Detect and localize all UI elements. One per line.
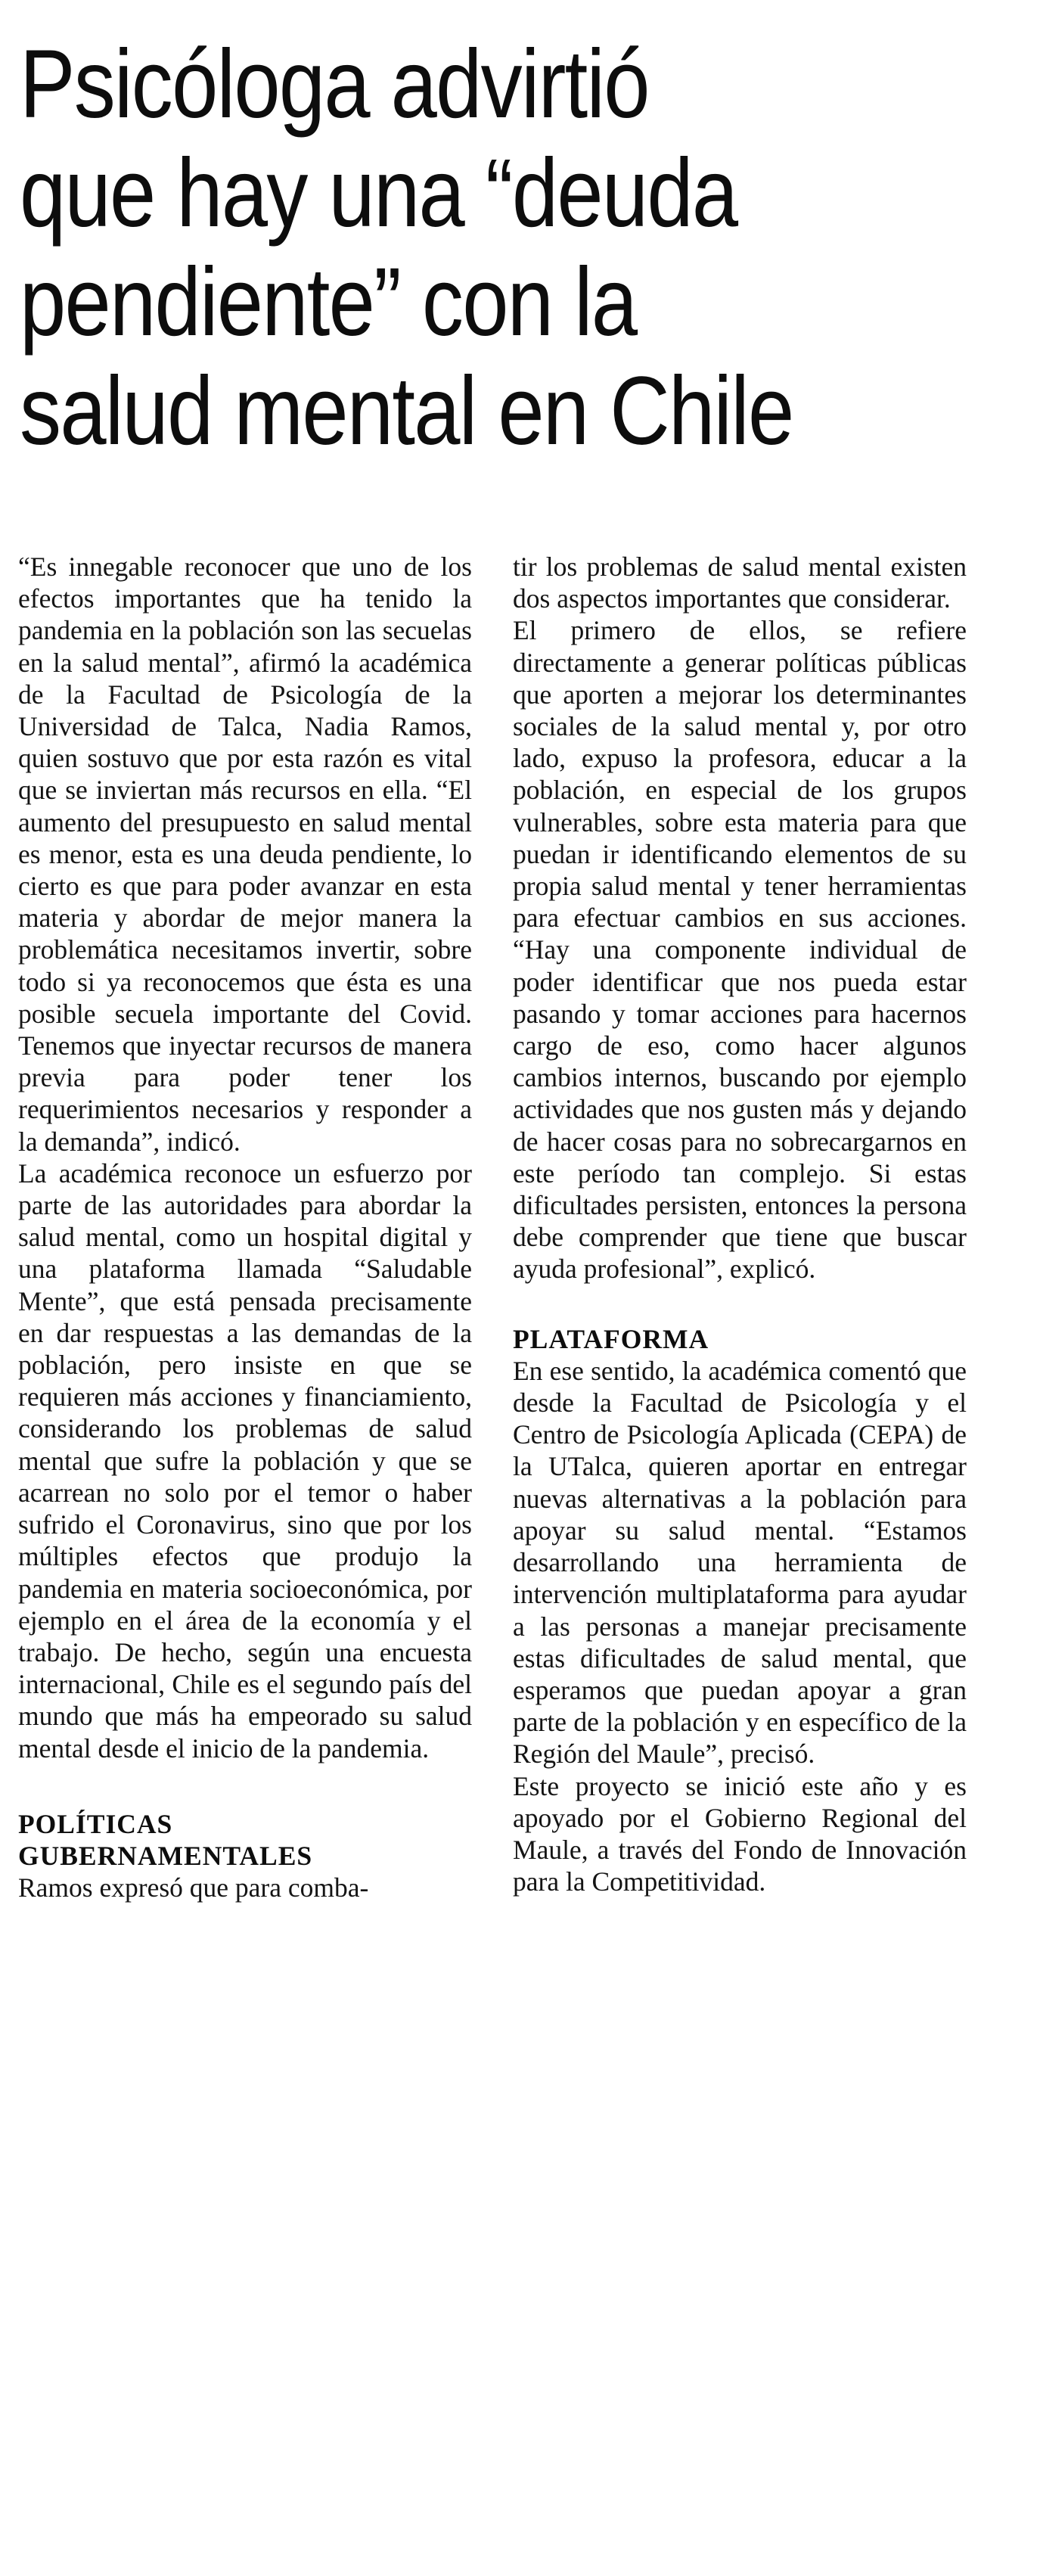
headline (20, 30, 878, 466)
headline-line: salud mental en Chile (20, 357, 793, 465)
body-paragraph: “Es innegable reconocer que uno de los efectos importantes que ha tenido la pandemia en la población son las secuelas en la salud mental”, afirmó la académica de la Facultad de Psicología de la Universidad de Talca, Nadia Ramos, quien sostuvo que por esta razón es vital que se inviertan más recursos en ella. “El aumento del presupuesto en salud mental es menor, esta es una deuda pendiente, lo cierto es que para poder avanzar en esta materia y abordar de mejor manera la problemática necesitamos invertir, sobre todo si ya reconocemos que ésta es una posible secuela importante del Covid. Tenemos que inyectar recursos de manera previa para poder tener los requerimientos necesarios y responder a la demanda”, indicó. (18, 552, 472, 1157)
headline-line: pendiente” con la (20, 248, 637, 356)
left-column (18, 551, 472, 1903)
body-paragraph: Ramos expresó que para comba- (18, 1872, 369, 1903)
body-paragraph: Este proyecto se inició este año y es apoyado por el Gobierno Regional del Maule, a través del Fondo de Innovación para la Competitividad. (513, 1770, 967, 1897)
headline-line: que hay una “deuda (20, 139, 737, 247)
body-paragraph: La académica reconoce un esfuerzo por parte de las autoridades para abordar la salud mental, como un hospital digital y una plataforma llamada “Saludable Mente”, que está pensada precisamente en dar respuestas a las demandas de la población, pero insiste en que se requieren más acciones y financiamiento, considerando los problemas de salud mental que sufre la población y que se acarrean no solo por el temor o haber sufrido el Coronavirus, sino que por los múltiples efectos que produjo la pandemia en materia socioeconómica, por ejemplo en el área de la economía y el trabajo. De hecho, según una encuesta internacional, Chile es el segundo país del mundo que más ha empeorado su salud mental desde el inicio de la pandemia. (18, 1157, 472, 1763)
subhead-line: POLÍTICAS (18, 1808, 173, 1839)
section-subhead-politicas (18, 1808, 472, 1872)
right-column (513, 551, 967, 1897)
section-subhead-plataforma: PLATAFORMA (513, 1323, 709, 1354)
headline-line: Psicóloga advirtió (20, 30, 649, 138)
body-paragraph: tir los problemas de salud mental existen dos aspectos importantes que considerar. (513, 552, 967, 614)
body-paragraph: En ese sentido, la académica comentó que desde la Facultad de Psicología y el Centro de Psicología Aplicada (CEPA) de la UTalca, quieren aportar en entregar nuevas alternativas a la población para apoyar su salud mental. “Estamos desarrollando una herramienta de intervención multiplataforma para ayudar a las personas a manejar precisamente estas dificultades de salud mental, que esperamos que puedan apoyar a gran parte de la población y en específico de la Región del Maule”, precisó. (513, 1355, 967, 1770)
body-paragraph: El primero de ellos, se refiere directamente a generar políticas públicas que aporten a mejorar los determinantes sociales de la salud mental y, por otro lado, expuso la profesora, educar a la población, en especial de los grupos vulnerables, sobre esta materia para que puedan ir identificando elementos de su propia salud mental y tener herramientas para efectuar cambios en sus acciones. “Hay una componente individual de poder identificar que nos pueda estar pasando y tomar acciones para hacernos cargo de eso, como hacer algunos cambios internos, buscando por ejemplo actividades que nos gusten más y dejando de hacer cosas para no sobrecargarnos en este período tan complejo. Si estas dificultades persisten, entonces la persona debe comprender que tiene que buscar ayuda profesional”, explicó. (513, 615, 967, 1285)
subhead-line: GUBERNAMENTALES (18, 1840, 313, 1871)
